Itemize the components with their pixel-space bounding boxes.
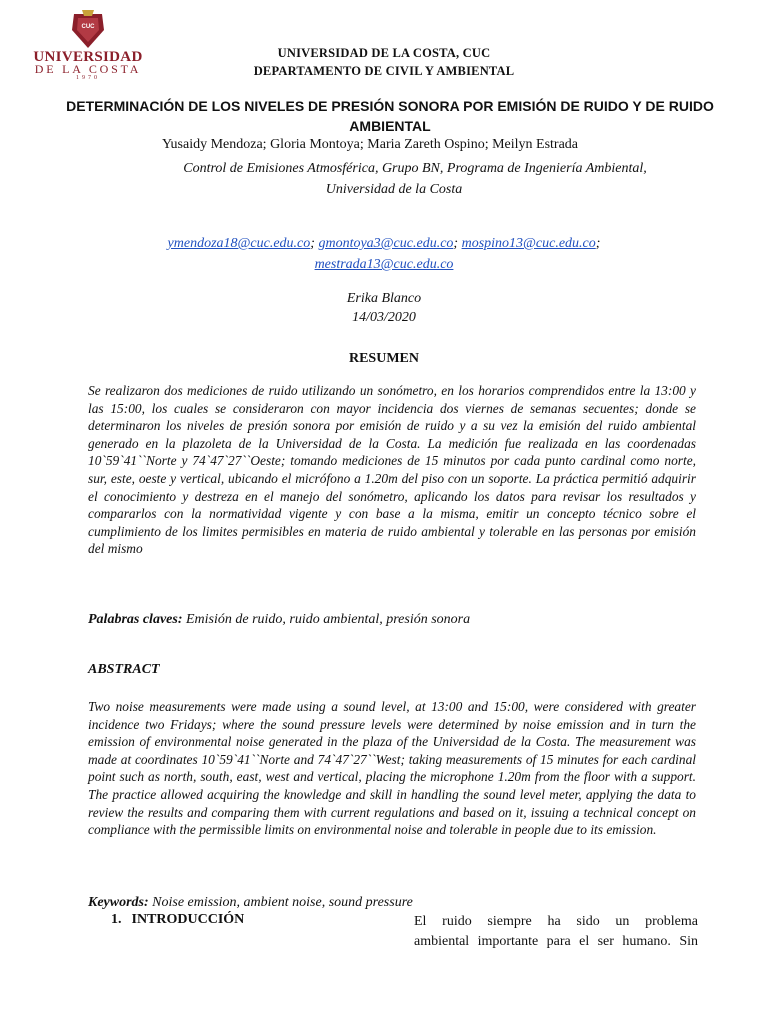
- logo-badge: CUC: [81, 24, 95, 30]
- logo-name: UNIVERSIDAD: [33, 49, 143, 65]
- palabras-claves: [88, 610, 470, 630]
- email-link-1[interactable]: ymendoza18@cuc.edu.co: [167, 236, 311, 251]
- affiliation-line2: Universidad de la Costa: [325, 182, 463, 197]
- intro-line-2: ambiental importante para el ser humano. Sin: [414, 934, 698, 949]
- supervisor-name: Erika Blanco: [346, 291, 422, 306]
- logo-subname: DE LA COSTA: [34, 62, 142, 76]
- header-university: UNIVERSIDAD DE LA COSTA, CUC: [277, 46, 491, 60]
- intro-line-1: El ruido siempre ha sido un problema: [414, 914, 698, 929]
- email-link-3[interactable]: mospino13@cuc.edu.co: [461, 236, 596, 251]
- email-link-2[interactable]: gmontoya3@cuc.edu.co: [318, 236, 454, 251]
- abstract-heading: ABSTRACT: [88, 662, 160, 677]
- header-department: DEPARTAMENTO DE CIVIL Y AMBIENTAL: [253, 64, 515, 78]
- paper-title: DETERMINACIÓN DE LOS NIVELES DE PRESIÓN SONORA POR EMISIÓN DE RUIDO Y DE RUIDO AMBIENTAL: [66, 98, 714, 134]
- intro-title: INTRODUCCIÓN: [131, 912, 245, 927]
- intro-number: 1.: [111, 912, 122, 927]
- email-link-4[interactable]: mestrada13@cuc.edu.co: [314, 257, 454, 272]
- report-date: 14/03/2020: [352, 310, 416, 325]
- resumen-heading: RESUMEN: [348, 351, 419, 366]
- authors: Yusaidy Mendoza; Gloria Montoya; Maria Zareth Ospino; Meilyn Estrada: [161, 137, 578, 152]
- keywords: [88, 893, 413, 913]
- email-list: ymendoza18@cuc.edu.co; gmontoya3@cuc.edu.co; mospino13@cuc.edu.co;: [167, 236, 601, 251]
- resumen-body: Se realizaron dos mediciones de ruido utilizando un sonómetro, en los horarios comprendidos entre la 13:00 y las 15:00, los cuales se consideraron con mayor incidencia dos viernes de semanas secuentes; donde se determinaron los niveles de presión sonora por emisión de ruido y a su vez la emisión del ruido ambiental generado en la plazoleta de la Universidad de la Costa. La medición fue realizada en las coordenadas 10`59`41``Norte y 74`47`27``Oeste; tomando mediciones de 15 minutos por cada punto cardinal como norte, sur, este, oeste y vertical, ubicando el micrófono a 1.20m del piso con un soporte. La práctica permitió adquirir el conocimiento y destreza en el manejo del sonómetro, aplicando los datos para revisar los resultados y compararlos con la normatividad vigente y con base a la misma, emitir un concepto técnico sobre el cumplimiento de los limites permisibles en materia de ruido ambiental y tolerable en las personas por emisión del mismo: [88, 383, 696, 557]
- keywords-text: Noise emission, ambient noise, sound pressure: [148, 895, 413, 910]
- palabras-text: Emisión de ruido, ruido ambiental, presión sonora: [182, 612, 471, 627]
- affiliation-line1: Control de Emisiones Atmosférica, Grupo BN, Programa de Ingeniería Ambiental,: [183, 161, 647, 176]
- email-line-2: [0, 254, 768, 275]
- logo-year: 1970: [76, 75, 100, 81]
- keywords-label: Keywords:: [88, 895, 149, 910]
- abstract-body: Two noise measurements were made using a sound level, at 13:00 and 15:00, were considered with greater incidence two Fridays; where the sound pressure levels were determined by noise emission and in turn the emission of environmental noise generated in the plaza of the Universidad de la Costa. The measurement was made at coordinates 10`59`41``Norte and 74`47`27``West; taking measurements of 15 minutes for each cardinal point such as north, south, east, west and vertical, placing the microphone 1.20m from the floor with a support. The practice allowed acquiring the knowledge and skill in handling the sound level meter, applying the data to review the results and comparing them with current regulations and based on it, issuing a technical concept on compliance with the permissible limits on environmental noise and tolerable in people due to its emission.: [88, 699, 696, 838]
- intro-heading: [111, 912, 244, 928]
- palabras-label: Palabras claves:: [88, 612, 183, 627]
